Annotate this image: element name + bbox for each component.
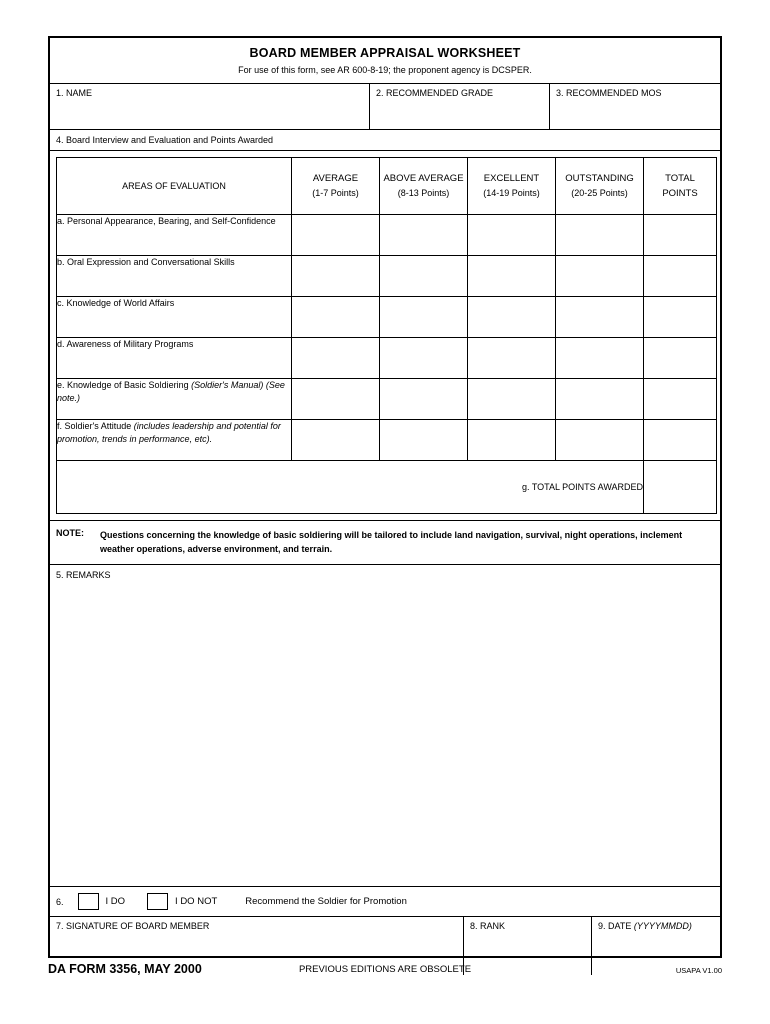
cell-c-outstanding[interactable]: [556, 297, 644, 338]
cell-e-excellent[interactable]: [468, 379, 556, 420]
cell-c-total[interactable]: [644, 297, 717, 338]
row-label-f-italic: (includes leadership and potential for promotion, trends in performance, etc).: [57, 421, 281, 444]
header-above-average-line2: (8-13 Points): [397, 188, 450, 198]
row-label-d: d. Awareness of Military Programs: [57, 338, 292, 379]
cell-b-above-average[interactable]: [380, 256, 468, 297]
label-i-do: I DO: [105, 896, 126, 907]
recommendation-i-do-not[interactable]: [147, 893, 217, 910]
total-points-row: [57, 461, 717, 514]
cell-a-above-average[interactable]: [380, 215, 468, 256]
field-recommended-grade[interactable]: [370, 84, 550, 129]
header-excellent-line1: EXCELLENT: [483, 173, 540, 184]
field-recommended-grade-label: 2. RECOMMENDED GRADE: [376, 88, 494, 98]
table-row: [57, 215, 717, 256]
checkbox-i-do[interactable]: [78, 893, 99, 910]
form-title: BOARD MEMBER APPRAISAL WORKSHEET: [249, 46, 521, 60]
field-recommended-mos-label: 3. RECOMMENDED MOS: [556, 88, 662, 98]
row-label-f-text: f. Soldier's Attitude: [57, 421, 134, 431]
cell-f-average[interactable]: [292, 420, 380, 461]
field-rank-label: 8. RANK: [470, 921, 506, 931]
remarks-label: 5. REMARKS: [56, 570, 111, 580]
cell-e-outstanding[interactable]: [556, 379, 644, 420]
cell-c-excellent[interactable]: [468, 297, 556, 338]
cell-d-average[interactable]: [292, 338, 380, 379]
cell-a-excellent[interactable]: [468, 215, 556, 256]
cell-f-total[interactable]: [644, 420, 717, 461]
field-name-label: 1. NAME: [56, 88, 93, 98]
cell-b-average[interactable]: [292, 256, 380, 297]
table-row: [57, 379, 717, 420]
header-outstanding-line1: OUTSTANDING: [565, 173, 634, 184]
field-name[interactable]: [50, 84, 370, 129]
table-row: [57, 420, 717, 461]
header-above-average: [380, 158, 468, 215]
header-total-points: [644, 158, 717, 215]
total-points-label: g. TOTAL POINTS AWARDED: [57, 461, 644, 514]
cell-e-total[interactable]: [644, 379, 717, 420]
header-total-points-line2: POINTS: [662, 188, 698, 199]
cell-f-excellent[interactable]: [468, 420, 556, 461]
form-footer: [48, 962, 722, 980]
field-date-format: (YYYYMMDD): [633, 921, 692, 931]
row-label-f: [57, 420, 292, 461]
cell-e-average[interactable]: [292, 379, 380, 420]
identity-row: [50, 84, 720, 130]
form-header: [50, 38, 720, 84]
cell-a-outstanding[interactable]: [556, 215, 644, 256]
row-label-e-text: e. Knowledge of Basic Soldiering: [57, 380, 192, 390]
field-recommended-mos[interactable]: [550, 84, 720, 129]
note-block: [50, 520, 720, 565]
cell-c-average[interactable]: [292, 297, 380, 338]
cell-total-points-awarded[interactable]: [644, 461, 717, 514]
field-date-label: 9. DATE: [598, 921, 634, 931]
header-average: [292, 158, 380, 215]
label-i-do-not: I DO NOT: [175, 896, 218, 907]
cell-d-total[interactable]: [644, 338, 717, 379]
cell-b-outstanding[interactable]: [556, 256, 644, 297]
cell-e-above-average[interactable]: [380, 379, 468, 420]
row-label-e: [57, 379, 292, 420]
header-excellent: [468, 158, 556, 215]
header-average-line1: AVERAGE: [312, 173, 359, 184]
note-text: Questions concerning the knowledge of basic soldiering will be tailored to include land navigation, survival, night operations, inclement weather operations, adverse environment, and terrain.: [100, 530, 683, 554]
row-label-e-italic: (Soldier's Manual) (See note.): [57, 380, 285, 403]
header-average-line2: (1-7 Points): [312, 188, 359, 198]
header-above-average-line1: ABOVE AVERAGE: [383, 173, 464, 184]
recommendation-row: [50, 887, 720, 917]
header-total-points-line1: TOTAL: [665, 173, 695, 184]
cell-d-excellent[interactable]: [468, 338, 556, 379]
table-row: [57, 338, 717, 379]
recommendation-tail-text: Recommend the Soldier for Promotion: [245, 896, 407, 907]
cell-a-average[interactable]: [292, 215, 380, 256]
cell-a-total[interactable]: [644, 215, 717, 256]
form-subtitle: For use of this form, see AR 600-8-19; the proponent agency is DCSPER.: [238, 65, 532, 75]
row-label-b: b. Oral Expression and Conversational Skills: [57, 256, 292, 297]
footer-version: USAPA V1.00: [675, 966, 722, 975]
row-label-a: a. Personal Appearance, Bearing, and Self-Confidence: [57, 215, 292, 256]
recommendation-i-do[interactable]: [78, 893, 126, 910]
footer-previous-editions: PREVIOUS EDITIONS ARE OBSOLETE: [298, 964, 472, 975]
section-4-label: 4. Board Interview and Evaluation and Points Awarded: [50, 130, 720, 151]
cell-d-above-average[interactable]: [380, 338, 468, 379]
cell-f-above-average[interactable]: [380, 420, 468, 461]
cell-c-above-average[interactable]: [380, 297, 468, 338]
checkbox-i-do-not[interactable]: [147, 893, 168, 910]
row-label-c: c. Knowledge of World Affairs: [57, 297, 292, 338]
recommendation-number: 6.: [56, 896, 64, 907]
note-label: NOTE:: [56, 528, 84, 538]
cell-f-outstanding[interactable]: [556, 420, 644, 461]
evaluation-table: [56, 157, 717, 514]
cell-b-excellent[interactable]: [468, 256, 556, 297]
evaluation-header-row: [57, 158, 717, 215]
cell-b-total[interactable]: [644, 256, 717, 297]
header-outstanding-line2: (20-25 Points): [571, 188, 628, 198]
table-row: [57, 256, 717, 297]
cell-d-outstanding[interactable]: [556, 338, 644, 379]
form-body: [48, 36, 722, 958]
header-outstanding: [556, 158, 644, 215]
evaluation-table-wrap: [50, 151, 720, 514]
header-areas-of-evaluation: AREAS OF EVALUATION: [57, 158, 292, 215]
table-row: [57, 297, 717, 338]
remarks-field[interactable]: [50, 565, 720, 887]
form-id: DA FORM 3356, MAY 2000: [48, 962, 202, 976]
field-signature-label: 7. SIGNATURE OF BOARD MEMBER: [56, 921, 210, 931]
header-excellent-line2: (14-19 Points): [483, 188, 540, 198]
